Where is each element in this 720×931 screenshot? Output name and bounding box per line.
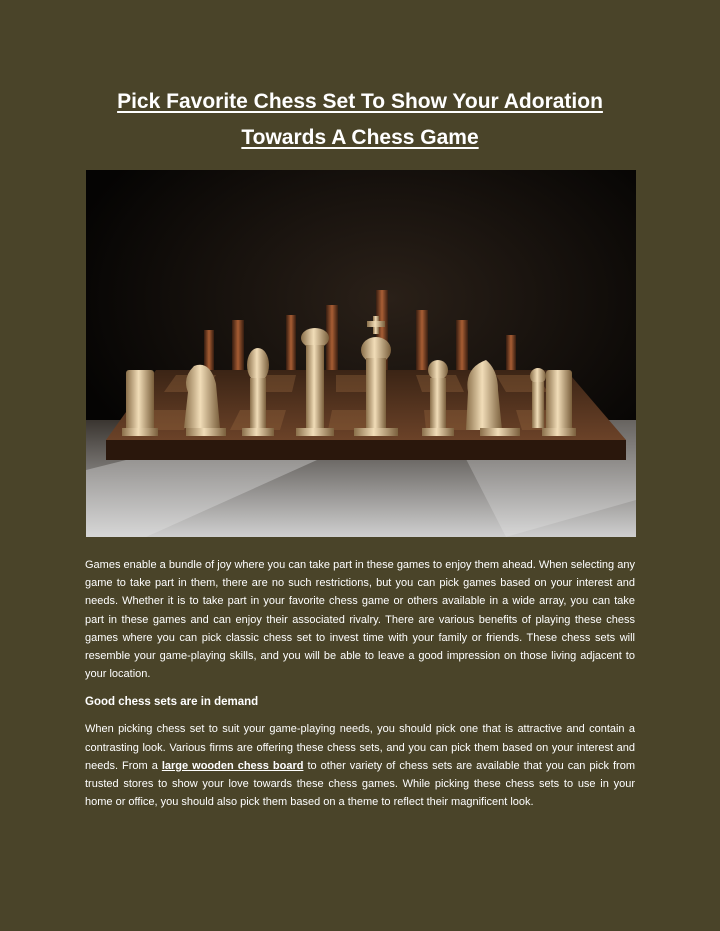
paragraph-demand	[85, 720, 635, 811]
chess-set-photo	[86, 170, 636, 537]
title-line-2: Towards A Chess Game	[241, 126, 479, 149]
article-body	[85, 556, 635, 811]
large-wooden-chess-board-link[interactable]: large wooden chess board	[161, 759, 304, 772]
paragraph-demand-text-before: When picking chess set to suit your game-playing needs, you should pick one that is attractive and contain a contrasting look. Various firms are offering these chess sets, and you can pick them based on your interest and needs. From a	[85, 723, 635, 772]
title-line-1: Pick Favorite Chess Set To Show Your Adoration	[117, 90, 603, 113]
paragraph-intro: Games enable a bundle of joy where you can take part in these games to enjoy them ahead. When selecting any game to take part in them, there are no such restrictions, but you can pick games based on your interest and needs. Whether it is to take part in your favorite chess game or others available in a wide array, you can take part in these games and can enjoy their associated rivalry. There are various benefits of playing these chess games where you can pick classic chess set to invest time with your family or friends. These chess sets will resemble your game-playing skills, and you will be able to leave a good impression on those living adjacent to your location.	[85, 559, 635, 681]
section-heading: Good chess sets are in demand	[85, 696, 259, 709]
paragraph-demand-text-after: to other variety of chess sets are available that you can pick from trusted stores to show your love towards these chess games. While picking these chess sets to use in your home or office, you should also pick them based on a theme to reflect their magnificent look.	[85, 759, 636, 809]
document-title	[0, 84, 720, 156]
